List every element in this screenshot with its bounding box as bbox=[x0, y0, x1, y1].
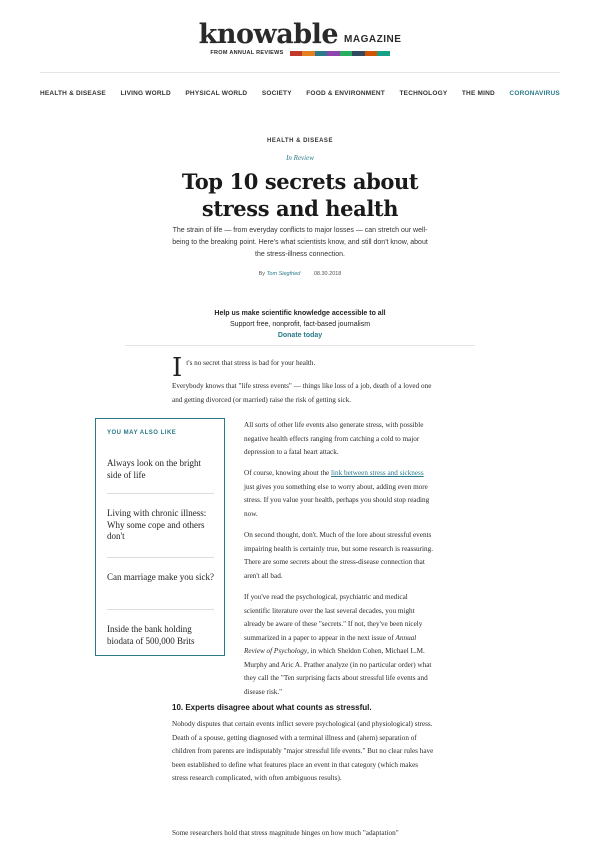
paragraph-6 bbox=[244, 591, 434, 699]
related-item-title[interactable]: Always look on the bright side of life bbox=[107, 458, 201, 480]
opening-paragraph bbox=[172, 353, 434, 383]
related-divider bbox=[107, 609, 214, 610]
stripe-segment bbox=[290, 51, 303, 56]
logo-color-stripe bbox=[290, 51, 390, 56]
related-item-title[interactable]: Can marriage make you sick? bbox=[107, 572, 214, 582]
stripe-segment bbox=[377, 51, 390, 56]
stripe-segment bbox=[352, 51, 365, 56]
journal-name: Annual Review of Psychology bbox=[244, 633, 417, 655]
masthead bbox=[0, 19, 600, 56]
paragraph-2: Everybody knows that "life stress events" — things like loss of a job, death of a loved one and getting divorced (or married) raise the risk of getting sick. bbox=[172, 382, 432, 404]
related-divider bbox=[107, 493, 214, 494]
related-item-kicker bbox=[107, 501, 214, 508]
nav-the-mind[interactable]: THE MIND bbox=[461, 90, 495, 97]
nav-living-world[interactable]: LIVING WORLD bbox=[120, 90, 171, 97]
nav-society[interactable]: SOCIETY bbox=[261, 90, 292, 97]
related-divider bbox=[107, 557, 214, 558]
paragraph-1: t's no secret that stress is bad for your health. bbox=[186, 359, 316, 367]
donate-heading: Help us make scientific knowledge accessible to all bbox=[214, 310, 386, 317]
donate-callout bbox=[0, 308, 600, 341]
article-dek: The strain of life — from everyday conflicts to major losses — can stretch our well-being to the breaking point. Here's what scientists know, and still don't know, about the stress-illness connection. bbox=[172, 227, 428, 258]
paragraph-7: Nobody disputes that certain events inflict severe psychological (and physiological) stress. Death of a spouse, getting diagnosed with a terminal illness and (ahem) separation of children from parents are indisputably "major stressful life events." But no clear rules have been established to define what features place an event in that category (which makes stress research complicated, with often ambiguous results). bbox=[172, 720, 434, 782]
stripe-segment bbox=[365, 51, 378, 56]
nav-health-disease[interactable]: HEALTH & DISEASE bbox=[40, 90, 106, 97]
link-stress-sickness[interactable]: link between stress and sickness bbox=[331, 469, 424, 477]
article-title: Top 10 secrets about stress and health bbox=[181, 169, 419, 221]
site-logo[interactable] bbox=[198, 19, 402, 50]
stripe-segment bbox=[340, 51, 353, 56]
paragraph-4-lead: Of course, knowing about the bbox=[244, 469, 332, 477]
paragraph-8: Some researchers hold that stress magnitude hinges on how much "adaptation" bbox=[172, 829, 399, 837]
logo-subline bbox=[0, 50, 600, 56]
nav-coronavirus[interactable]: CORONAVIRUS bbox=[509, 90, 560, 97]
donate-divider bbox=[125, 345, 475, 346]
byline-prefix: By bbox=[258, 271, 266, 277]
article-series[interactable]: In Review bbox=[286, 154, 314, 162]
donate-subheading: Support free, nonprofit, fact-based journalism bbox=[229, 321, 371, 328]
byline bbox=[0, 271, 600, 277]
section-heading-10: 10. Experts disagree about what counts as stressful. bbox=[172, 703, 372, 712]
related-item[interactable] bbox=[107, 501, 214, 543]
related-heading: YOU MAY ALSO LIKE bbox=[107, 430, 177, 436]
nav-food-environment[interactable]: FOOD & ENVIRONMENT bbox=[306, 90, 385, 97]
logo-wordmark: knowable bbox=[198, 19, 339, 50]
related-item[interactable] bbox=[107, 451, 214, 481]
drop-cap: I bbox=[172, 353, 183, 383]
logo-from: FROM ANNUAL REVIEWS bbox=[210, 50, 284, 56]
paragraph-4 bbox=[244, 467, 434, 521]
byline-author[interactable]: Tom Siegfried bbox=[266, 271, 301, 277]
donate-link[interactable]: Donate today bbox=[277, 332, 323, 339]
related-item-kicker bbox=[107, 617, 214, 624]
masthead-divider bbox=[40, 72, 560, 73]
related-item[interactable] bbox=[107, 617, 214, 647]
related-item-kicker bbox=[107, 565, 214, 572]
paragraph-6-lead: If you've read the psychological, psychiatric and medical scientific literature over the last several decades, you might already be aware of these "secrets." If not, they've been nicely summarized in a paper to appear in the next issue of bbox=[244, 593, 423, 642]
related-item-kicker bbox=[107, 451, 214, 458]
paragraph-5: On second thought, don't. Much of the lore about stressful events impairing health is certainly true, but some research is reassuring. There are some secrets about the stress-disease connection that aren't all bad. bbox=[244, 531, 434, 580]
logo-magazine: MAGAZINE bbox=[344, 34, 402, 45]
related-articles-box bbox=[95, 418, 225, 656]
stripe-segment bbox=[315, 51, 328, 56]
related-item-title[interactable]: Living with chronic illness: Why some cope and others don't bbox=[107, 508, 207, 541]
nav-physical-world[interactable]: PHYSICAL WORLD bbox=[185, 90, 248, 97]
related-item[interactable] bbox=[107, 565, 214, 584]
paragraph-4-rest: just gives you something else to worry about, adding even more stress. If you value your health, perhaps you should stop reading now. bbox=[244, 482, 430, 518]
paragraph-3: All sorts of other life events also generate stress, with possible negative health effects ranging from catching a cold to major depression to a fatal heart attack. bbox=[244, 421, 424, 456]
paragraph-6-rest: , in which Sheldon Cohen, Michael L.M. Murphy and Aric A. Prather analyze (in no particular order) what they call the "Ten surprising facts about stressful life events and disease risk." bbox=[244, 647, 432, 696]
byline-date: 08.30.2018 bbox=[313, 271, 342, 277]
related-item-title[interactable]: Inside the bank holding biodata of 500,000 Brits bbox=[107, 624, 195, 646]
stripe-segment bbox=[302, 51, 315, 56]
nav-technology[interactable]: TECHNOLOGY bbox=[399, 90, 448, 97]
main-nav bbox=[40, 90, 560, 97]
article-category[interactable]: HEALTH & DISEASE bbox=[267, 138, 333, 144]
stripe-segment bbox=[327, 51, 340, 56]
